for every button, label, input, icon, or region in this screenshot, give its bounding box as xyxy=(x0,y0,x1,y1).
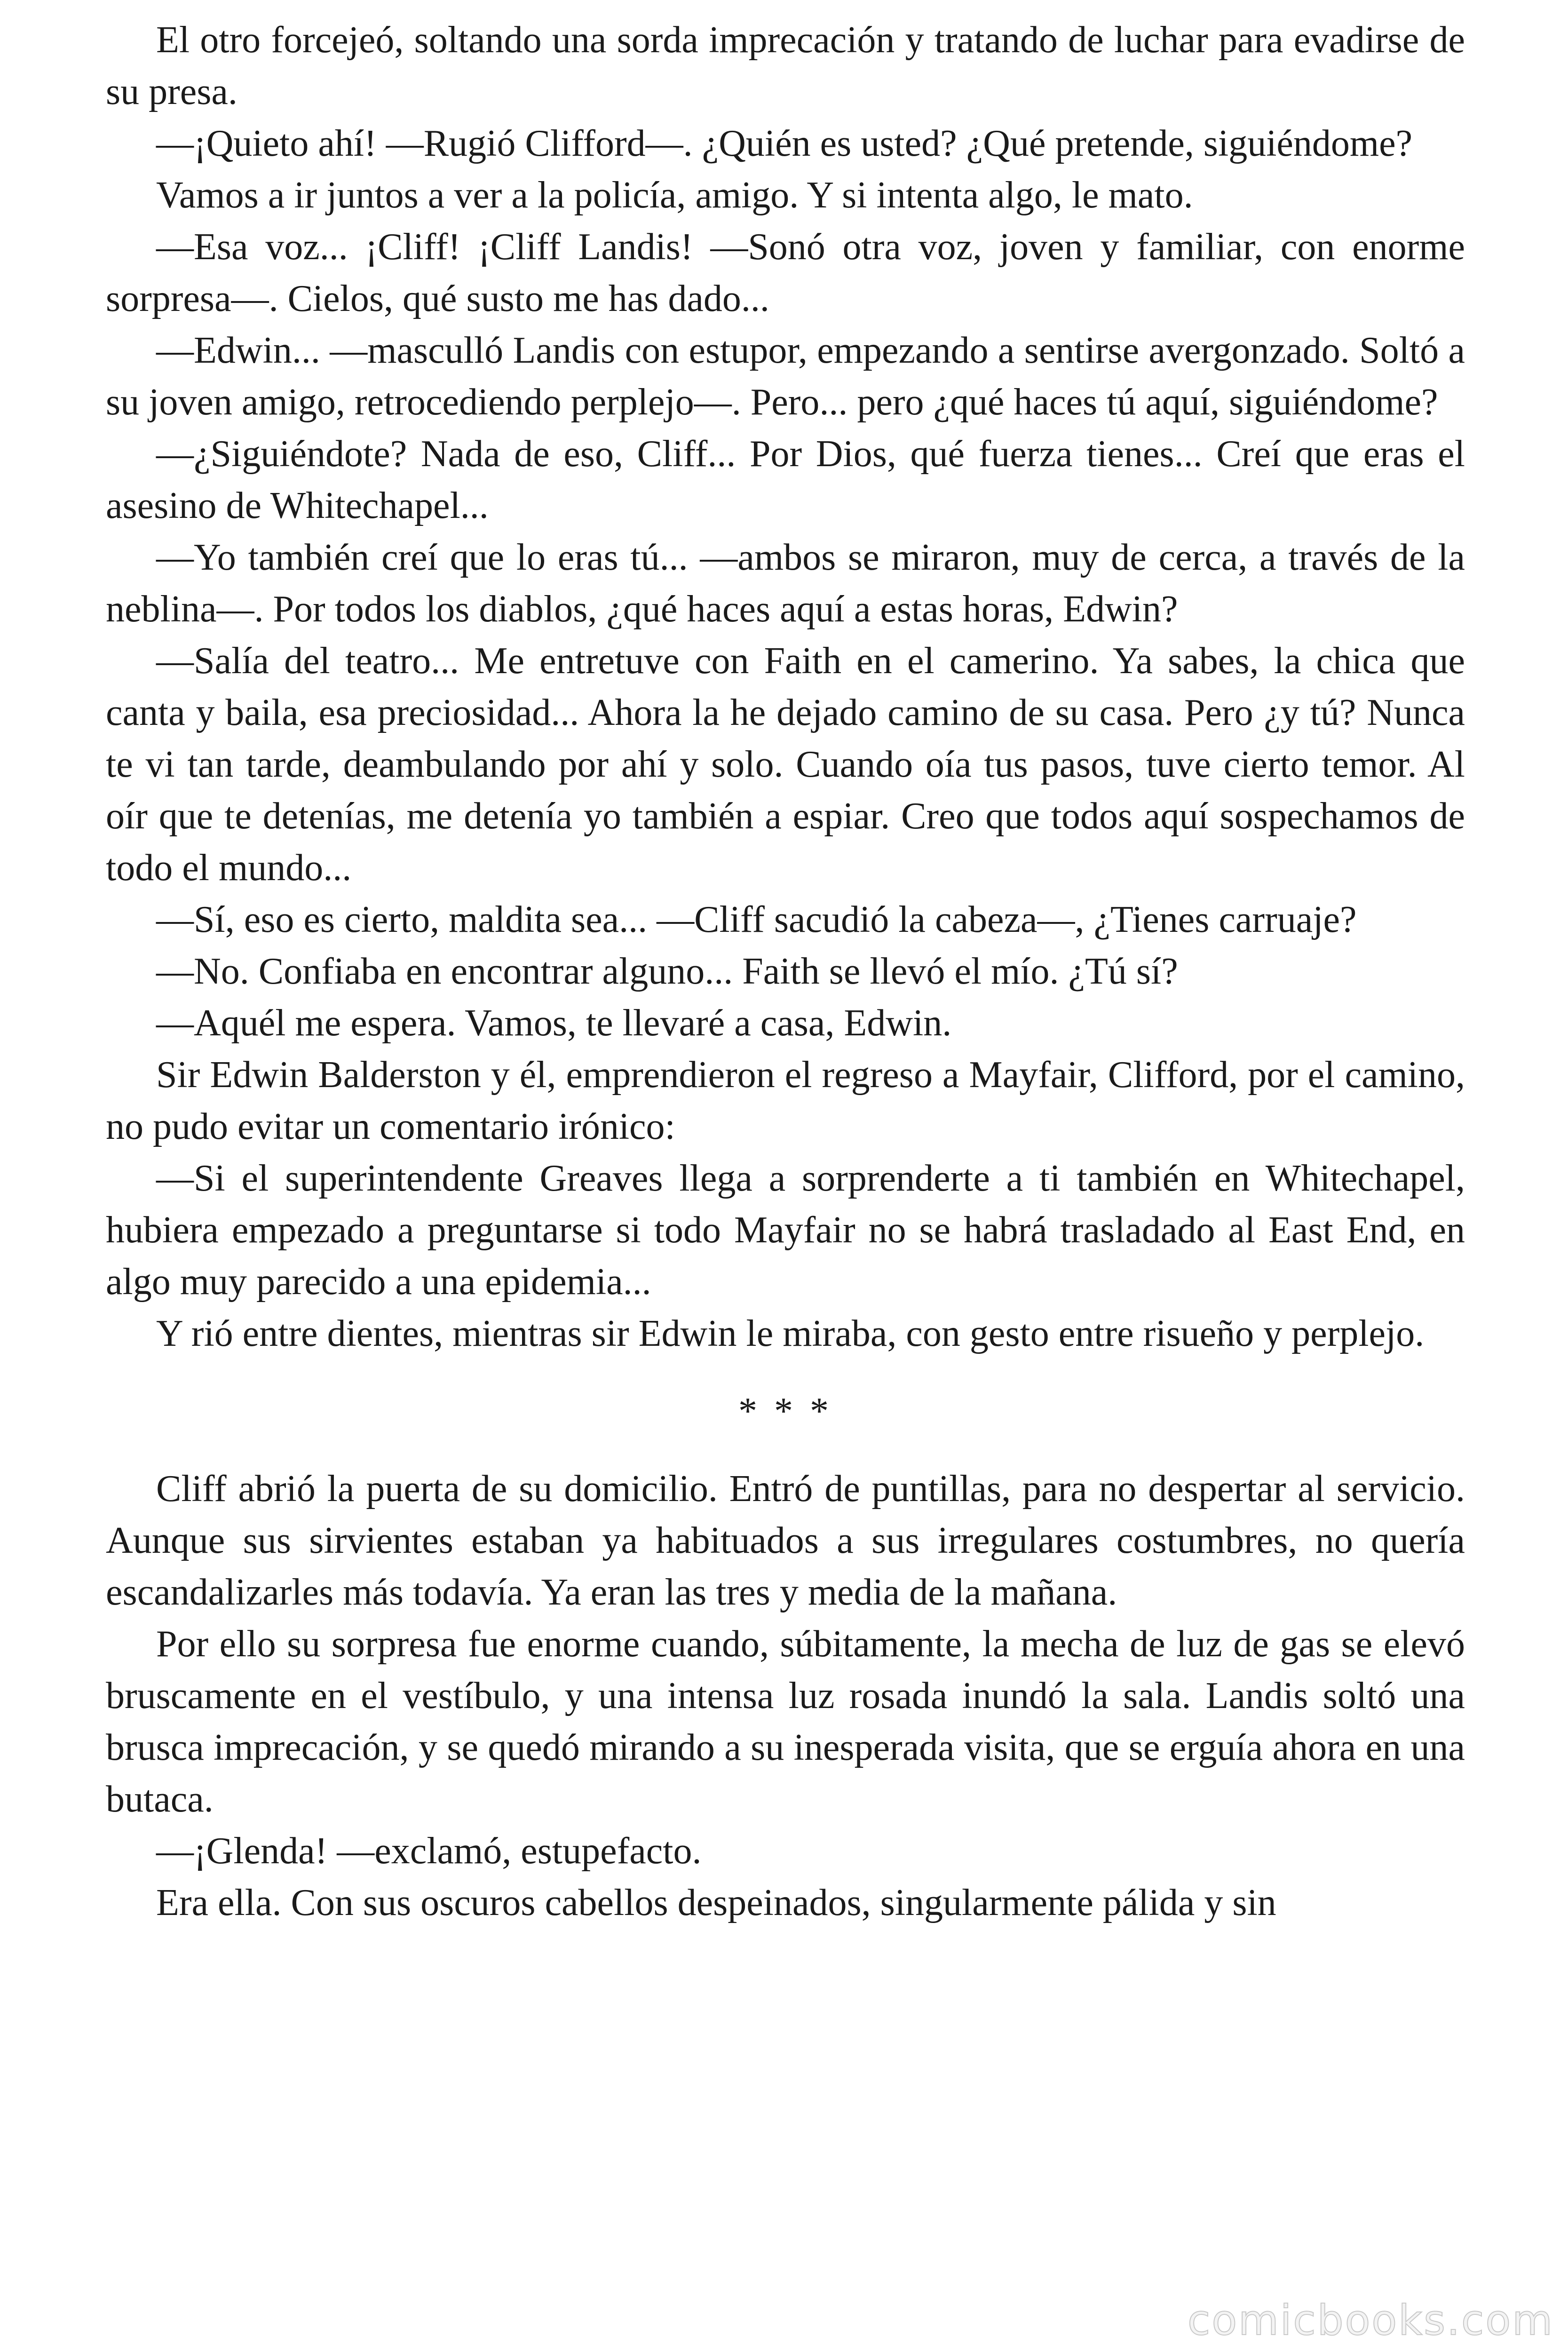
paragraph: —Esa voz... ¡Cliff! ¡Cliff Landis! —Sonó otra voz, joven y familiar, con enorme sorpresa—. Cielos, qué susto me has dado... xyxy=(106,226,1465,319)
paragraph: —¡Quieto ahí! —Rugió Clifford—. ¿Quién es usted? ¿Qué pretende, siguiéndome? xyxy=(156,123,1413,164)
paragraph: Y rió entre dientes, mientras sir Edwin le miraba, con gesto entre risueño y perplejo. xyxy=(156,1313,1425,1354)
paragraph: Cliff abrió la puerta de su domicilio. Entró de puntillas, para no despertar al servicio. Aunque sus sirvientes estaban ya habituados a sus irregulares costumbres, no quería escandalizarles más todavía. Ya eran las tres y media de la mañana. xyxy=(106,1468,1465,1613)
paragraph: —Si el superintendente Greaves llega a sorprenderte a ti también en Whitechapel, hubiera empezado a preguntarse si todo Mayfair no se habrá trasladado al East End, en algo muy parecido a una epidemia... xyxy=(106,1158,1465,1303)
paragraph: Era ella. Con sus oscuros cabellos despeinados, singularmente pálida y sin xyxy=(156,1882,1276,1923)
paragraph: —Yo también creí que lo eras tú... —ambos se miraron, muy de cerca, a través de la neblina—. Por todos los diablos, ¿qué haces aquí a estas horas, Edwin? xyxy=(106,537,1465,630)
paragraph: —Salía del teatro... Me entretuve con Faith en el camerino. Ya sabes, la chica que canta y baila, esa preciosidad... Ahora la he dejado camino de su casa. Pero ¿y tú? Nunca te vi tan tarde, deambulando por ahí y solo. Cuando oía tus pasos, tuve cierto temor. Al oír que te detenías, me detenía yo también a espiar. Creo que todos aquí sospechamos de todo el mundo... xyxy=(106,640,1465,889)
paragraph: Vamos a ir juntos a ver a la policía, amigo. Y si intenta algo, le mato. xyxy=(156,175,1193,216)
section-separator: * * * xyxy=(738,1391,832,1432)
paragraph: —¡Glenda! —exclamó, estupefacto. xyxy=(156,1830,702,1872)
paragraph: Por ello su sorpresa fue enorme cuando, súbitamente, la mecha de luz de gas se elevó bruscamente en el vestíbulo, y una intensa luz rosada inundó la sala. Landis soltó una brusca imprecación, y se quedó mirando a su inesperada visita, que se erguía ahora en una butaca. xyxy=(106,1623,1465,1820)
page-text xyxy=(106,14,1465,1929)
paragraph: —¿Siguiéndote? Nada de eso, Cliff... Por Dios, qué fuerza tienes... Creí que eras el asesino de Whitechapel... xyxy=(106,433,1465,526)
watermark: comicbooks.com xyxy=(1187,2296,1554,2344)
paragraph: —Edwin... —masculló Landis con estupor, empezando a sentirse avergonzado. Soltó a su joven amigo, retrocediendo perplejo—. Pero... pero ¿qué haces tú aquí, siguiéndome? xyxy=(106,330,1465,423)
paragraph: Sir Edwin Balderston y él, emprendieron el regreso a Mayfair, Clifford, por el camino, no pudo evitar un comentario irónico: xyxy=(106,1054,1465,1147)
paragraph: —Sí, eso es cierto, maldita sea... —Cliff sacudió la cabeza—, ¿Tienes carruaje? xyxy=(156,899,1357,940)
paragraph: —Aquél me espera. Vamos, te llevaré a casa, Edwin. xyxy=(156,1002,952,1044)
paragraph: El otro forcejeó, soltando una sorda imprecación y tratando de luchar para evadirse de su presa. xyxy=(106,19,1465,112)
paragraph: —No. Confiaba en encontrar alguno... Faith se llevó el mío. ¿Tú sí? xyxy=(156,951,1178,992)
